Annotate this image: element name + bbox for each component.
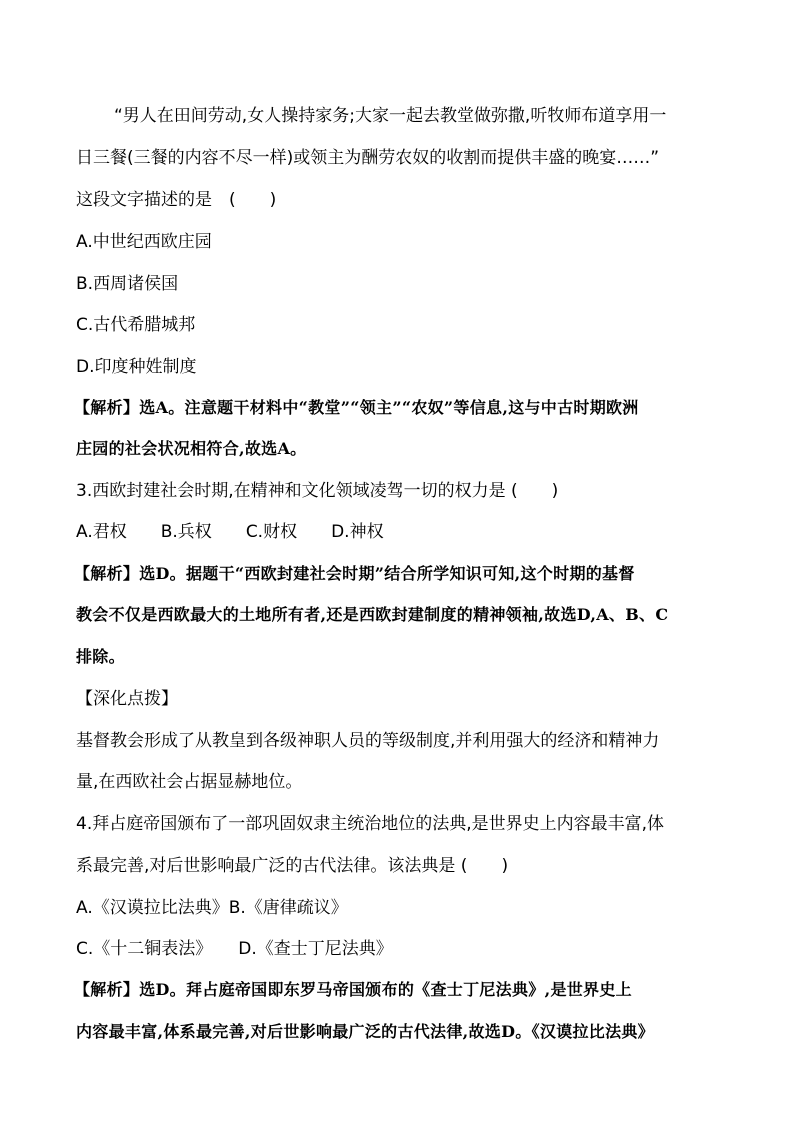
q3-analysis-line1 — [74, 562, 635, 586]
q4-analysis-line2: 内容最丰富,体系最完善,对后世影响最广泛的古代法律,故选D。《汉谟拉比法典》 — [76, 1022, 654, 1041]
deepen-title: 【深化点拨】 — [76, 689, 178, 709]
q2-stem-line1: “男人在田间劳动,女人操持家务;大家一起去教堂做弥撒,听牧师布道享用一 — [114, 106, 667, 126]
q2-option-b: B.西周诸侯国 — [76, 274, 179, 294]
q2-analysis-line2: 庄园的社会状况相符合,故选A。 — [76, 439, 307, 458]
q4-option-c: C.《十二铜表法》 — [76, 939, 213, 959]
q3-analysis-line2: 教会不仅是西欧最大的土地所有者,还是西欧封建制度的精神领袖,故选D,A、B、C — [76, 605, 669, 624]
analysis-tag: 【解析】 — [74, 980, 140, 999]
q4-option-d: D.《查士丁尼法典》 — [238, 939, 393, 959]
q2-stem-line3: 这段文字描述的是 ( ) — [76, 190, 277, 210]
q3-option-d: D.神权 — [331, 522, 384, 542]
q2-analysis-line1 — [74, 396, 639, 420]
analysis-tag: 【解析】 — [74, 398, 140, 417]
q4-stem-line1: 4.拜占庭帝国颁布了一部巩固奴隶主统治地位的法典,是世界史上内容最丰富,体 — [76, 814, 665, 834]
q4-option-cd — [76, 937, 393, 961]
deepen-line2: 量,在西欧社会占据显赫地位。 — [76, 772, 303, 792]
q3-analysis-line3: 排除。 — [76, 647, 125, 666]
q2-option-a: A.中世纪西欧庄园 — [76, 232, 212, 252]
q4-analysis-text1: 选D。拜占庭帝国即东罗马帝国颁布的《查士丁尼法典》,是世界史上 — [139, 980, 632, 999]
q4-analysis-line1 — [74, 978, 632, 1002]
q4-option-ab: A.《汉谟拉比法典》B.《唐律疏议》 — [76, 898, 348, 918]
q3-stem: 3.西欧封建社会时期,在精神和文化领域凌驾一切的权力是 ( ) — [76, 481, 559, 501]
q2-option-c: C.古代希腊城邦 — [76, 315, 196, 335]
q3-options — [76, 520, 384, 544]
deepen-line1: 基督教会形成了从教皇到各级神职人员的等级制度,并利用强大的经济和精神力 — [76, 731, 660, 751]
q2-option-d: D.印度种姓制度 — [76, 357, 197, 377]
q2-stem-line2: 日三餐(三餐的内容不尽一样)或领主为酬劳农奴的收割而提供丰盛的晚宴……” — [76, 148, 660, 168]
analysis-tag: 【解析】 — [74, 564, 140, 583]
q3-option-a: A.君权 — [76, 522, 127, 542]
q4-stem-line2: 系最完善,对后世影响最广泛的古代法律。该法典是 ( ) — [76, 856, 509, 876]
q3-option-c: C.财权 — [245, 522, 298, 542]
q3-analysis-text1: 选D。据题干“西欧封建社会时期”结合所学知识可知,这个时期的基督 — [139, 564, 635, 583]
q3-option-b: B.兵权 — [160, 522, 212, 542]
q2-analysis-text1: 选A。注意题干材料中“教堂”“领主”“农奴”等信息,这与中古时期欧洲 — [139, 398, 639, 417]
